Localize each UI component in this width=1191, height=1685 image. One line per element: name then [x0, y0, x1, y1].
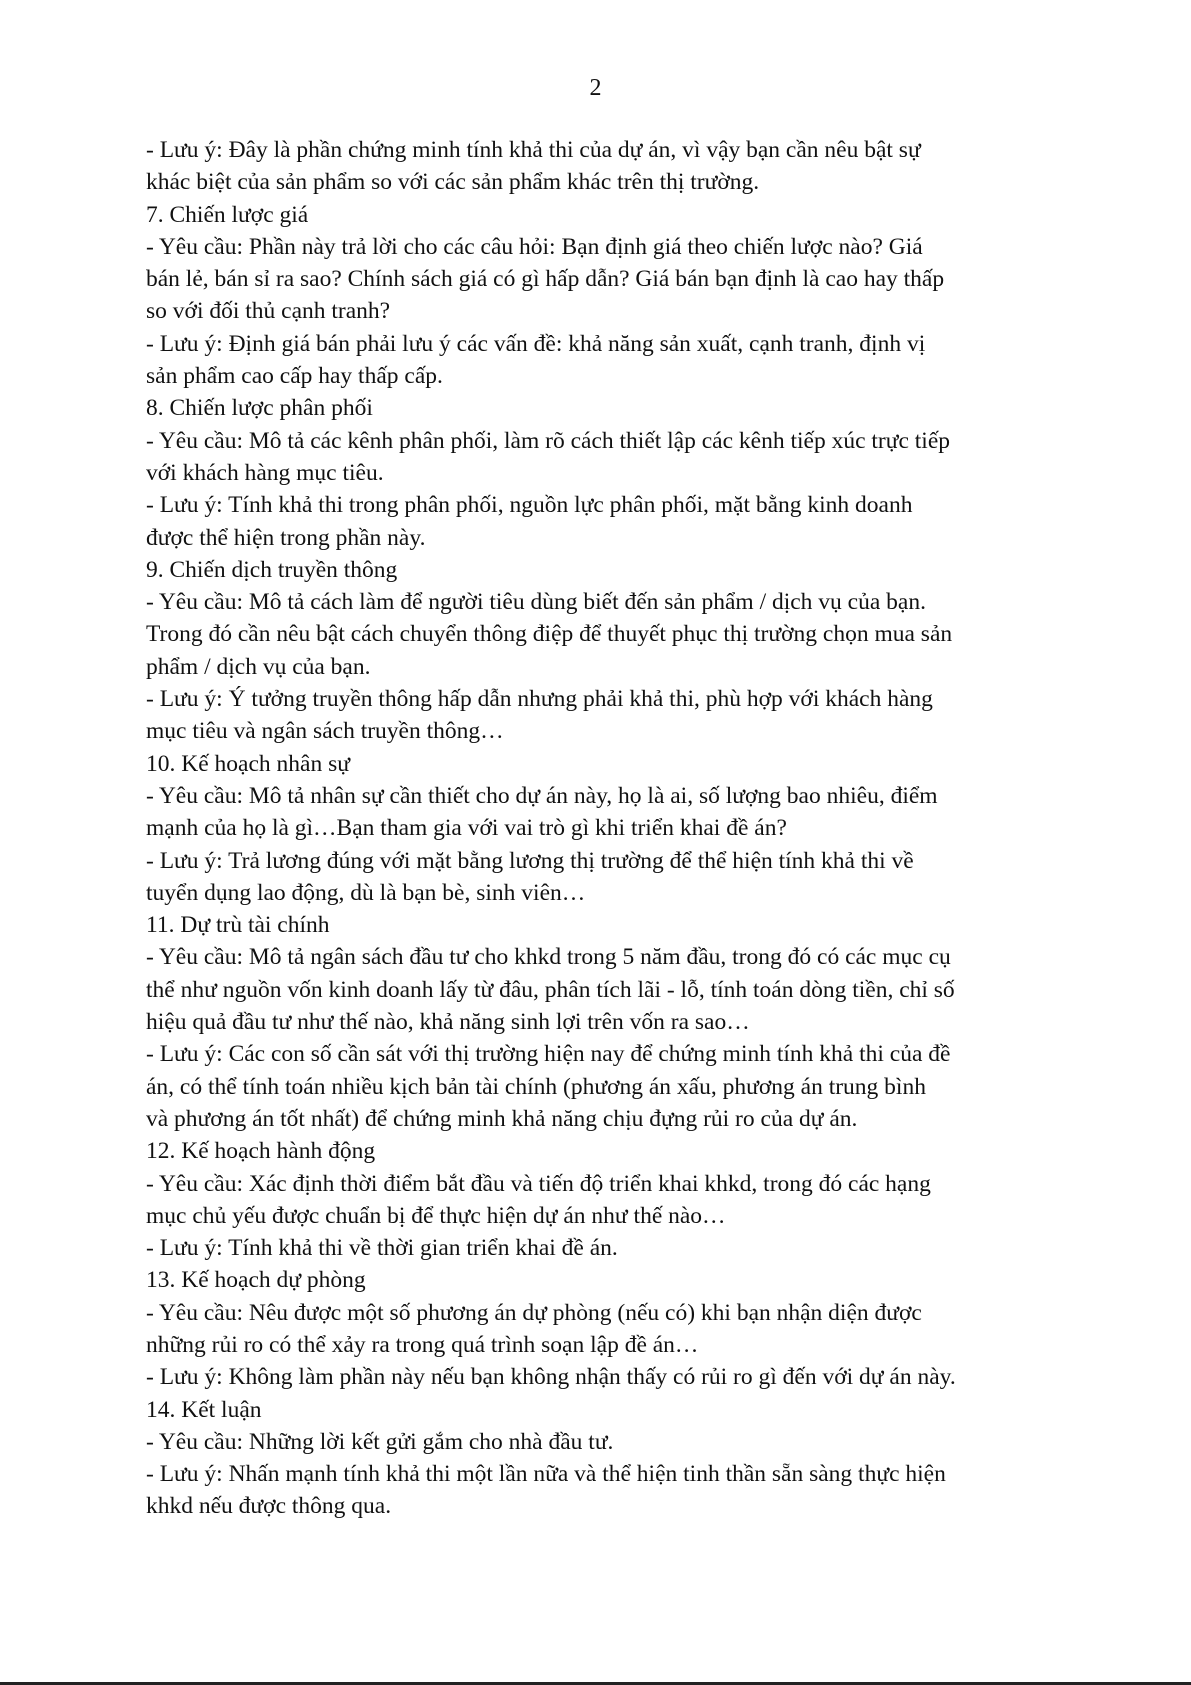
text-line: - Lưu ý: Nhấn mạnh tính khả thi một lần nữa và thể hiện tinh thần sẵn sàng thực hiện — [146, 1461, 946, 1488]
text-line: - Lưu ý: Đây là phần chứng minh tính khả thi của dự án, vì vậy bạn cần nêu bật sự — [146, 137, 921, 163]
text-line: - Yêu cầu: Mô tả nhân sự cần thiết cho dự án này, họ là ai, số lượng bao nhiêu, điểm — [146, 782, 938, 809]
text-line: khkd nếu được thông qua. — [146, 1493, 392, 1520]
text-line: - Yêu cầu: Mô tả các kênh phân phối, làm rõ cách thiết lập các kênh tiếp xúc trực tiếp — [146, 427, 951, 454]
text-line: - Lưu ý: Trả lương đúng với mặt bằng lương thị trường để thể hiện tính khả thi về — [146, 847, 914, 874]
text-line: thể như nguồn vốn kinh doanh lấy từ đâu, phân tích lãi - lỗ, tính toán dòng tiền, chỉ số — [146, 976, 955, 1003]
text-line: so với đối thủ cạnh tranh? — [146, 298, 391, 325]
text-line: - Yêu cầu: Xác định thời điểm bắt đầu và tiến độ triển khai khkd, trong đó các hạng — [146, 1170, 931, 1197]
text-line: án, có thể tính toán nhiều kịch bản tài chính (phương án xấu, phương án trung bình — [146, 1073, 926, 1100]
text-line: sản phẩm cao cấp hay thấp cấp. — [146, 363, 443, 390]
text-line: - Yêu cầu: Nêu được một số phương án dự phòng (nếu có) khi bạn nhận diện được — [146, 1299, 922, 1326]
text-line: - Lưu ý: Các con số cần sát với thị trường hiện nay để chứng minh tính khả thi của đề — [146, 1041, 951, 1068]
page-number: 2 — [589, 75, 602, 101]
text-line: những rủi ro có thể xảy ra trong quá trình soạn lập đề án… — [146, 1331, 699, 1358]
text-line: - Lưu ý: Ý tưởng truyền thông hấp dẫn nhưng phải khả thi, phù hợp với khách hàng — [146, 686, 933, 713]
text-line: tuyển dụng lao động, dù là bạn bè, sinh viên… — [146, 879, 586, 906]
text-line: với khách hàng mục tiêu. — [146, 459, 384, 486]
text-line: phẩm / dịch vụ của bạn. — [146, 653, 371, 680]
text-line: hiệu quả đầu tư như thế nào, khả năng sinh lợi trên vốn ra sao… — [146, 1009, 750, 1036]
text-line: - Yêu cầu: Mô tả ngân sách đầu tư cho khkd trong 5 năm đầu, trong đó có các mục cụ — [146, 944, 951, 971]
text-line: - Yêu cầu: Những lời kết gửi gắm cho nhà đầu tư. — [146, 1428, 614, 1455]
section-heading: 13. Kế hoạch dự phòng — [146, 1267, 366, 1294]
text-line: Trong đó cần nêu bật cách chuyển thông điệp để thuyết phục thị trường chọn mua sản — [146, 621, 953, 648]
text-line: bán lẻ, bán sỉ ra sao? Chính sách giá có gì hấp dẫn? Giá bán bạn định là cao hay thấp — [146, 266, 945, 293]
text-line: - Lưu ý: Tính khả thi về thời gian triển khai đề án. — [146, 1235, 618, 1262]
text-line: mạnh của họ là gì…Bạn tham gia với vai trò gì khi triển khai đề án? — [146, 815, 787, 842]
section-heading: 7. Chiến lược giá — [146, 201, 309, 228]
text-line: được thể hiện trong phần này. — [146, 524, 426, 551]
document-body — [146, 134, 1046, 1523]
text-line: - Yêu cầu: Mô tả cách làm để người tiêu dùng biết đến sản phẩm / dịch vụ của bạn. — [146, 589, 926, 616]
text-line: - Lưu ý: Không làm phần này nếu bạn không nhận thấy có rủi ro gì đến với dự án này. — [146, 1364, 956, 1391]
section-heading: 9. Chiến dịch truyền thông — [146, 556, 398, 583]
text-line: mục chủ yếu được chuẩn bị để thực hiện dự án như thế nào… — [146, 1202, 726, 1229]
section-heading: 11. Dự trù tài chính — [146, 912, 330, 939]
text-line: và phương án tốt nhất) để chứng minh khả năng chịu đựng rủi ro của dự án. — [146, 1105, 858, 1132]
section-heading: 8. Chiến lược phân phối — [146, 395, 373, 422]
text-line: khác biệt của sản phẩm so với các sản phẩm khác trên thị trường. — [146, 169, 760, 196]
text-line: mục tiêu và ngân sách truyền thông… — [146, 718, 504, 745]
section-heading: 14. Kết luận — [146, 1396, 262, 1423]
text-line: - Lưu ý: Định giá bán phải lưu ý các vấn đề: khả năng sản xuất, cạnh tranh, định vị — [146, 330, 926, 357]
section-heading: 12. Kế hoạch hành động — [146, 1138, 376, 1165]
section-heading: 10. Kế hoạch nhân sự — [146, 750, 350, 777]
text-line: - Yêu cầu: Phần này trả lời cho các câu hỏi: Bạn định giá theo chiến lược nào? Giá — [146, 233, 923, 260]
text-line: - Lưu ý: Tính khả thi trong phân phối, nguồn lực phân phối, mặt bằng kinh doanh — [146, 492, 913, 519]
